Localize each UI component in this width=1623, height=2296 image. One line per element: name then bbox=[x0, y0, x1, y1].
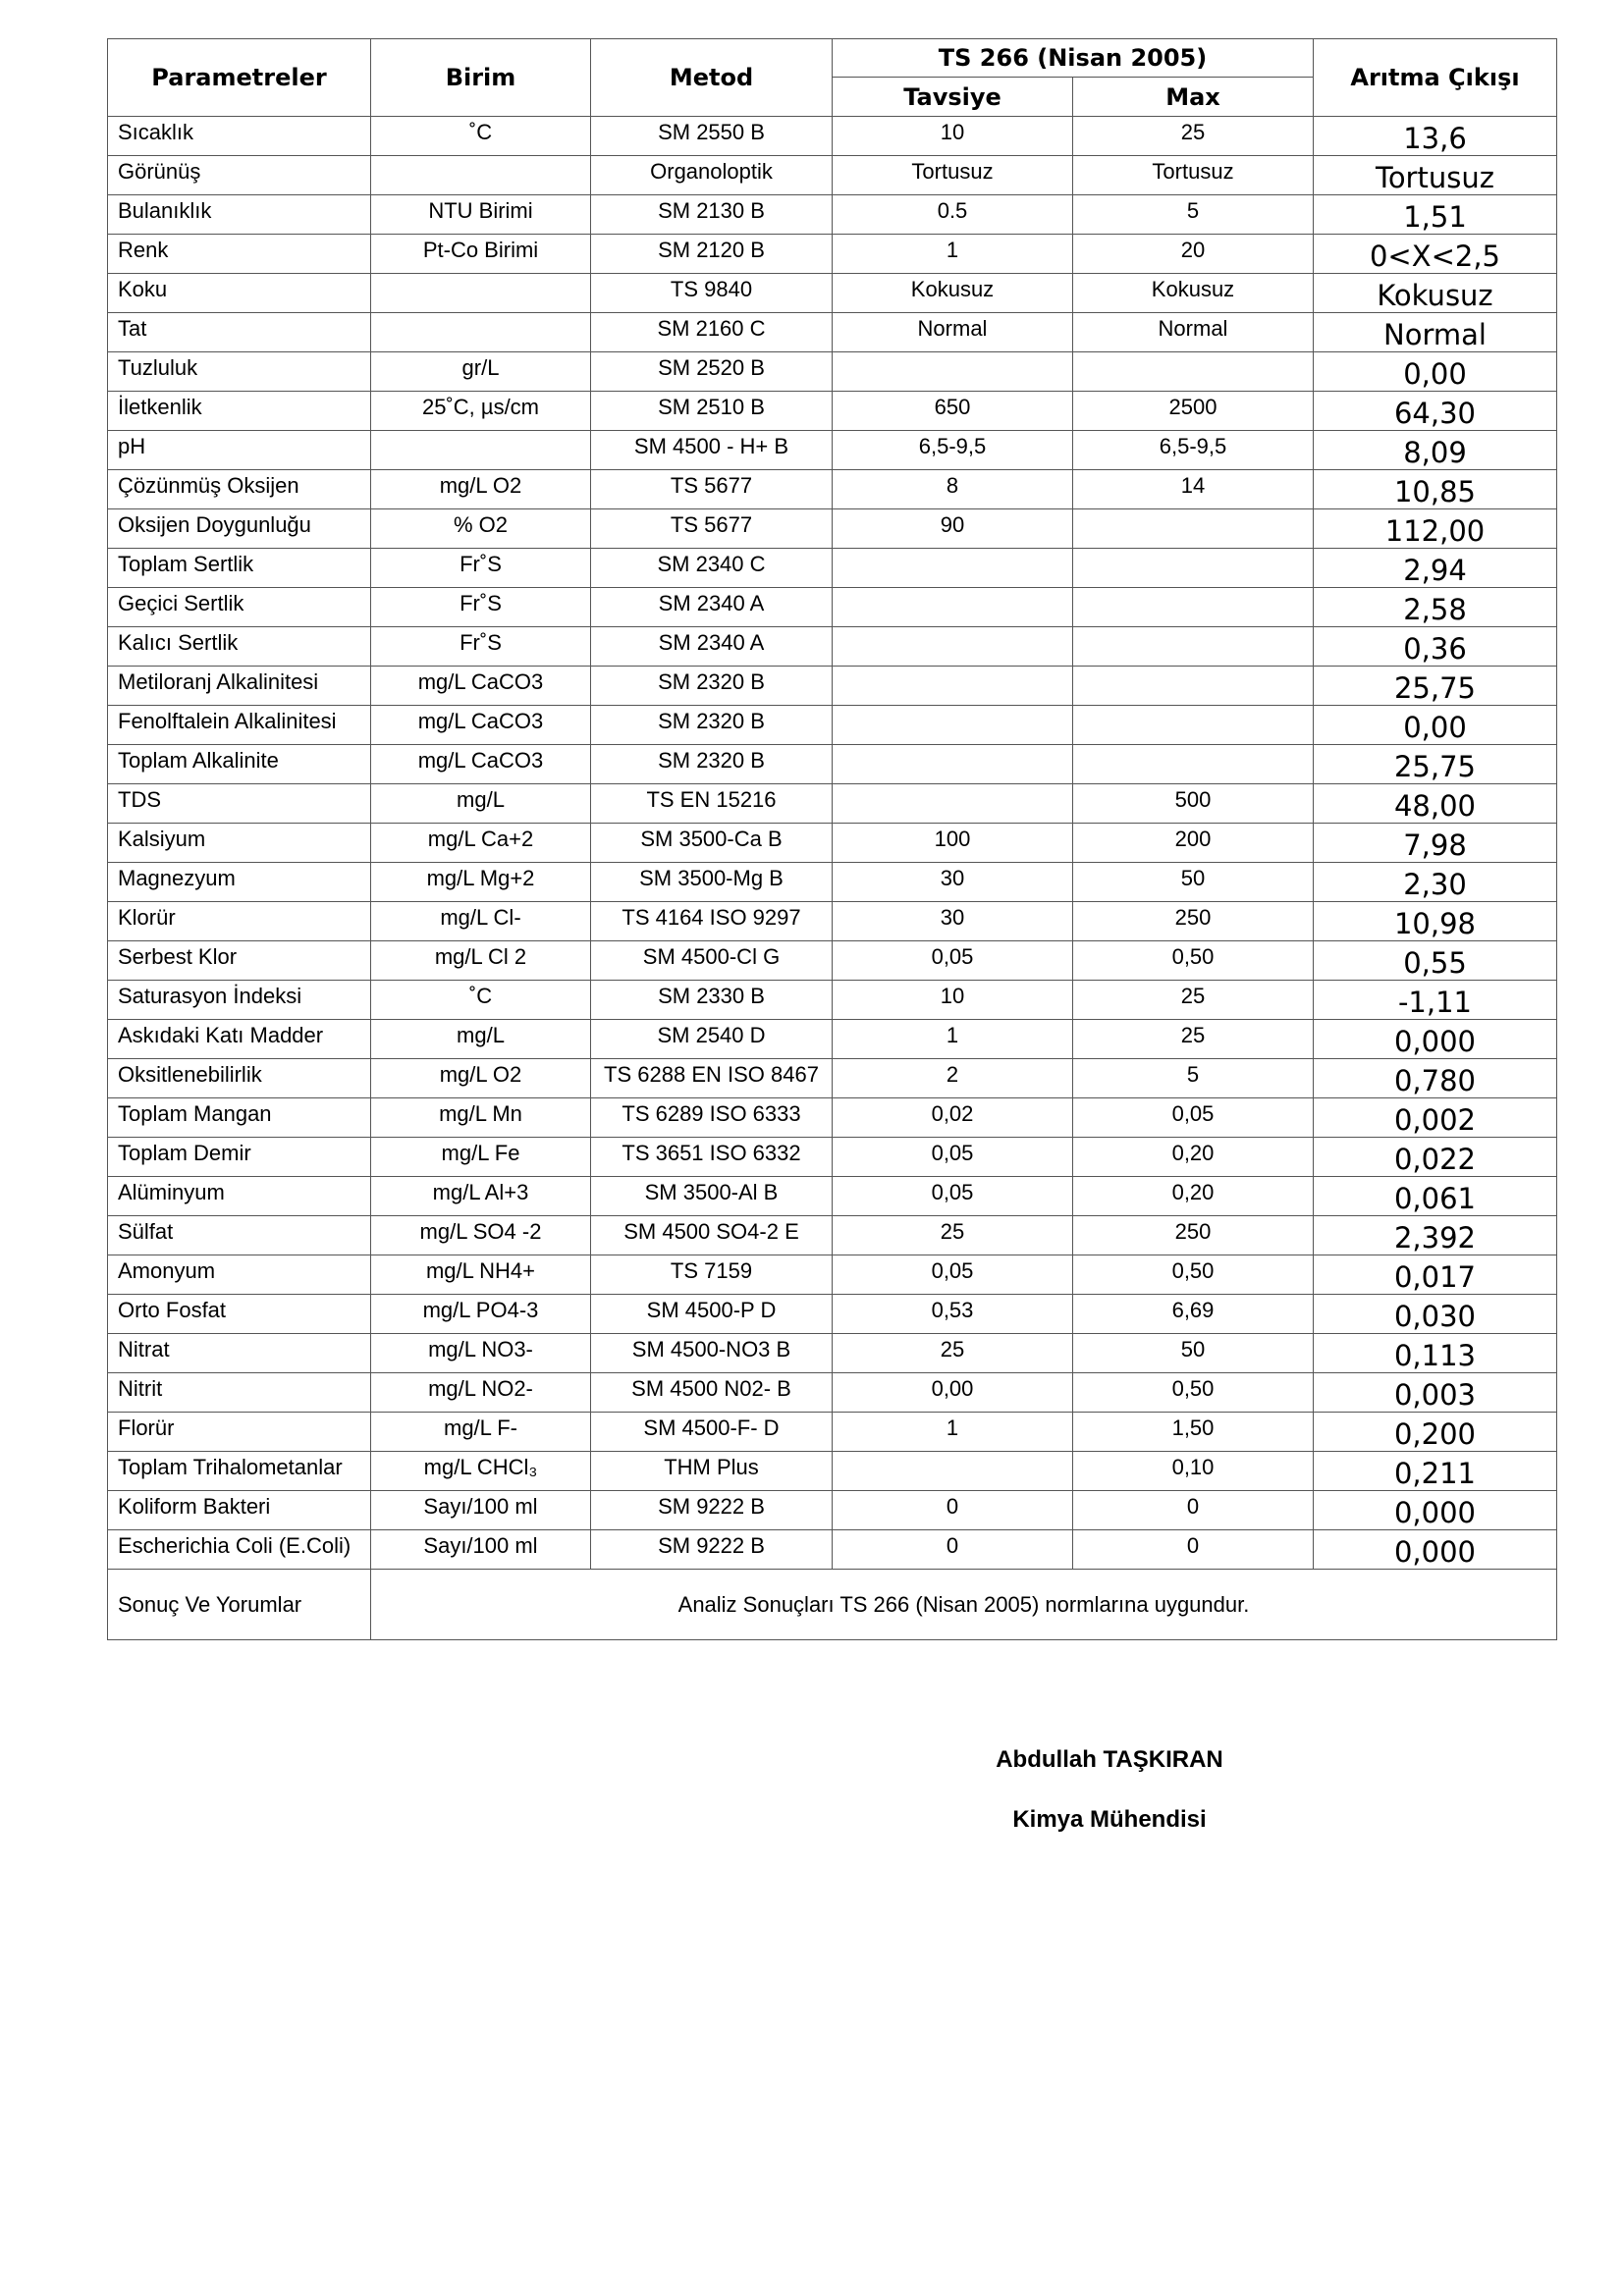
signature-title: Kimya Mühendisi bbox=[1012, 1806, 1207, 1833]
unit-cell: ˚C bbox=[371, 981, 591, 1020]
param-cell: Orto Fosfat bbox=[108, 1295, 371, 1334]
unit-cell: mg/L Fe bbox=[371, 1138, 591, 1177]
method-cell: SM 4500-Cl G bbox=[591, 941, 833, 981]
method-cell: SM 2520 B bbox=[591, 352, 833, 392]
unit-cell: mg/L PO4-3 bbox=[371, 1295, 591, 1334]
param-cell: Saturasyon İndeksi bbox=[108, 981, 371, 1020]
max-cell: 0,50 bbox=[1073, 1373, 1314, 1413]
conclusion-row bbox=[108, 1570, 1557, 1640]
header-max: Max bbox=[1073, 78, 1314, 117]
param-cell: Askıdaki Katı Madder bbox=[108, 1020, 371, 1059]
method-cell: SM 3500-Mg B bbox=[591, 863, 833, 902]
unit-cell: 25˚C, µs/cm bbox=[371, 392, 591, 431]
tavsiye-cell: 0,02 bbox=[833, 1098, 1073, 1138]
unit-cell bbox=[371, 431, 591, 470]
unit-cell: mg/L Al+3 bbox=[371, 1177, 591, 1216]
unit-cell: mg/L NO2- bbox=[371, 1373, 591, 1413]
table-row bbox=[108, 1255, 1557, 1295]
table-row bbox=[108, 274, 1557, 313]
method-cell: Organoloptik bbox=[591, 156, 833, 195]
param-cell: Koliform Bakteri bbox=[108, 1491, 371, 1530]
unit-cell: mg/L Cl- bbox=[371, 902, 591, 941]
result-cell: 0,017 bbox=[1314, 1255, 1557, 1295]
result-cell: 0,211 bbox=[1314, 1452, 1557, 1491]
max-cell: 14 bbox=[1073, 470, 1314, 509]
result-cell: 2,392 bbox=[1314, 1216, 1557, 1255]
unit-cell: mg/L NO3- bbox=[371, 1334, 591, 1373]
method-cell: SM 2160 C bbox=[591, 313, 833, 352]
param-cell: Tat bbox=[108, 313, 371, 352]
param-cell: Oksitlenebilirlik bbox=[108, 1059, 371, 1098]
param-cell: Toplam Sertlik bbox=[108, 549, 371, 588]
max-cell bbox=[1073, 745, 1314, 784]
method-cell: SM 3500-Al B bbox=[591, 1177, 833, 1216]
table-row bbox=[108, 549, 1557, 588]
result-cell: 112,00 bbox=[1314, 509, 1557, 549]
max-cell: 0 bbox=[1073, 1530, 1314, 1570]
table-row bbox=[108, 1177, 1557, 1216]
method-cell: SM 2510 B bbox=[591, 392, 833, 431]
param-cell: Renk bbox=[108, 235, 371, 274]
table-row bbox=[108, 470, 1557, 509]
table-row bbox=[108, 588, 1557, 627]
param-cell: Toplam Mangan bbox=[108, 1098, 371, 1138]
table-row bbox=[108, 981, 1557, 1020]
header-birim: Birim bbox=[371, 39, 591, 117]
unit-cell: ˚C bbox=[371, 117, 591, 156]
table-row bbox=[108, 941, 1557, 981]
param-cell: Serbest Klor bbox=[108, 941, 371, 981]
param-cell: İletkenlik bbox=[108, 392, 371, 431]
result-cell: 0,003 bbox=[1314, 1373, 1557, 1413]
tavsiye-cell bbox=[833, 667, 1073, 706]
unit-cell: mg/L bbox=[371, 1020, 591, 1059]
max-cell: 0,50 bbox=[1073, 1255, 1314, 1295]
table-row bbox=[108, 156, 1557, 195]
method-cell: SM 9222 B bbox=[591, 1530, 833, 1570]
param-cell: Oksijen Doygunluğu bbox=[108, 509, 371, 549]
param-cell: Kalsiyum bbox=[108, 824, 371, 863]
unit-cell: mg/L Mg+2 bbox=[371, 863, 591, 902]
analysis-table bbox=[107, 38, 1557, 1640]
max-cell bbox=[1073, 588, 1314, 627]
max-cell: 6,5-9,5 bbox=[1073, 431, 1314, 470]
method-cell: SM 2550 B bbox=[591, 117, 833, 156]
max-cell: 0,20 bbox=[1073, 1177, 1314, 1216]
max-cell: 0,20 bbox=[1073, 1138, 1314, 1177]
unit-cell: mg/L SO4 -2 bbox=[371, 1216, 591, 1255]
max-cell: 0,50 bbox=[1073, 941, 1314, 981]
tavsiye-cell: 0,05 bbox=[833, 1138, 1073, 1177]
table-row bbox=[108, 1413, 1557, 1452]
result-cell: 64,30 bbox=[1314, 392, 1557, 431]
header-metod: Metod bbox=[591, 39, 833, 117]
unit-cell: mg/L CaCO3 bbox=[371, 706, 591, 745]
param-cell: Toplam Trihalometanlar bbox=[108, 1452, 371, 1491]
result-cell: 0,55 bbox=[1314, 941, 1557, 981]
max-cell bbox=[1073, 549, 1314, 588]
method-cell: SM 2320 B bbox=[591, 706, 833, 745]
result-cell: 2,58 bbox=[1314, 588, 1557, 627]
header-parametreler: Parametreler bbox=[108, 39, 371, 117]
max-cell: 2500 bbox=[1073, 392, 1314, 431]
method-cell: TS 9840 bbox=[591, 274, 833, 313]
param-cell: Amonyum bbox=[108, 1255, 371, 1295]
result-cell: 0<X<2,5 bbox=[1314, 235, 1557, 274]
method-cell: SM 2330 B bbox=[591, 981, 833, 1020]
param-cell: Görünüş bbox=[108, 156, 371, 195]
table-row bbox=[108, 667, 1557, 706]
table-row bbox=[108, 117, 1557, 156]
unit-cell: NTU Birimi bbox=[371, 195, 591, 235]
max-cell: 200 bbox=[1073, 824, 1314, 863]
result-cell: 2,94 bbox=[1314, 549, 1557, 588]
table-row bbox=[108, 1138, 1557, 1177]
result-cell: 13,6 bbox=[1314, 117, 1557, 156]
table-body bbox=[108, 117, 1557, 1640]
method-cell: SM 4500-P D bbox=[591, 1295, 833, 1334]
result-cell: 10,98 bbox=[1314, 902, 1557, 941]
table-row bbox=[108, 1491, 1557, 1530]
header-standard: TS 266 (Nisan 2005) bbox=[833, 39, 1314, 78]
result-cell: -1,11 bbox=[1314, 981, 1557, 1020]
param-cell: Kalıcı Sertlik bbox=[108, 627, 371, 667]
tavsiye-cell: 0,05 bbox=[833, 941, 1073, 981]
table-row bbox=[108, 509, 1557, 549]
method-cell: TS 6288 EN ISO 8467 bbox=[591, 1059, 833, 1098]
tavsiye-cell: 2 bbox=[833, 1059, 1073, 1098]
tavsiye-cell: 1 bbox=[833, 1413, 1073, 1452]
method-cell: TS 5677 bbox=[591, 470, 833, 509]
table-row bbox=[108, 902, 1557, 941]
tavsiye-cell: 10 bbox=[833, 981, 1073, 1020]
tavsiye-cell: 100 bbox=[833, 824, 1073, 863]
unit-cell bbox=[371, 313, 591, 352]
max-cell: 5 bbox=[1073, 1059, 1314, 1098]
result-cell: 0,022 bbox=[1314, 1138, 1557, 1177]
result-cell: 0,00 bbox=[1314, 706, 1557, 745]
table-row bbox=[108, 824, 1557, 863]
table-row bbox=[108, 784, 1557, 824]
max-cell: 25 bbox=[1073, 117, 1314, 156]
table-row bbox=[108, 352, 1557, 392]
method-cell: SM 4500-NO3 B bbox=[591, 1334, 833, 1373]
table-row bbox=[108, 706, 1557, 745]
tavsiye-cell: 30 bbox=[833, 863, 1073, 902]
table-row bbox=[108, 1098, 1557, 1138]
tavsiye-cell bbox=[833, 549, 1073, 588]
tavsiye-cell: Tortusuz bbox=[833, 156, 1073, 195]
unit-cell: mg/L CHCl₃ bbox=[371, 1452, 591, 1491]
param-cell: Florür bbox=[108, 1413, 371, 1452]
unit-cell: mg/L Mn bbox=[371, 1098, 591, 1138]
method-cell: TS 4164 ISO 9297 bbox=[591, 902, 833, 941]
table-row bbox=[108, 1216, 1557, 1255]
max-cell: 0 bbox=[1073, 1491, 1314, 1530]
method-cell: SM 2120 B bbox=[591, 235, 833, 274]
method-cell: SM 4500-F- D bbox=[591, 1413, 833, 1452]
method-cell: THM Plus bbox=[591, 1452, 833, 1491]
table-row bbox=[108, 235, 1557, 274]
tavsiye-cell: 0,53 bbox=[833, 1295, 1073, 1334]
table-row bbox=[108, 1020, 1557, 1059]
param-cell: Nitrat bbox=[108, 1334, 371, 1373]
unit-cell: mg/L CaCO3 bbox=[371, 667, 591, 706]
result-cell: Tortusuz bbox=[1314, 156, 1557, 195]
param-cell: Escherichia Coli (E.Coli) bbox=[108, 1530, 371, 1570]
table-row bbox=[108, 1334, 1557, 1373]
result-cell: 0,00 bbox=[1314, 352, 1557, 392]
unit-cell: Fr˚S bbox=[371, 549, 591, 588]
max-cell: 1,50 bbox=[1073, 1413, 1314, 1452]
method-cell: SM 3500-Ca B bbox=[591, 824, 833, 863]
tavsiye-cell: Normal bbox=[833, 313, 1073, 352]
unit-cell: gr/L bbox=[371, 352, 591, 392]
tavsiye-cell: 6,5-9,5 bbox=[833, 431, 1073, 470]
result-cell: 0,061 bbox=[1314, 1177, 1557, 1216]
unit-cell: mg/L O2 bbox=[371, 1059, 591, 1098]
max-cell: Kokusuz bbox=[1073, 274, 1314, 313]
param-cell: TDS bbox=[108, 784, 371, 824]
max-cell: 6,69 bbox=[1073, 1295, 1314, 1334]
table-row bbox=[108, 1373, 1557, 1413]
signature-name: Abdullah TAŞKIRAN bbox=[996, 1746, 1223, 1773]
result-cell: 0,000 bbox=[1314, 1491, 1557, 1530]
param-cell: Toplam Demir bbox=[108, 1138, 371, 1177]
tavsiye-cell: 25 bbox=[833, 1216, 1073, 1255]
method-cell: SM 4500 - H+ B bbox=[591, 431, 833, 470]
method-cell: SM 2540 D bbox=[591, 1020, 833, 1059]
tavsiye-cell bbox=[833, 588, 1073, 627]
unit-cell: mg/L Ca+2 bbox=[371, 824, 591, 863]
tavsiye-cell bbox=[833, 706, 1073, 745]
unit-cell bbox=[371, 156, 591, 195]
result-cell: 0,002 bbox=[1314, 1098, 1557, 1138]
max-cell: 0,10 bbox=[1073, 1452, 1314, 1491]
conclusion-label: Sonuç Ve Yorumlar bbox=[108, 1570, 371, 1640]
result-cell: 0,113 bbox=[1314, 1334, 1557, 1373]
tavsiye-cell: Kokusuz bbox=[833, 274, 1073, 313]
method-cell: SM 4500 SO4-2 E bbox=[591, 1216, 833, 1255]
tavsiye-cell: 650 bbox=[833, 392, 1073, 431]
method-cell: SM 2320 B bbox=[591, 667, 833, 706]
header-tavsiye: Tavsiye bbox=[833, 78, 1073, 117]
param-cell: Magnezyum bbox=[108, 863, 371, 902]
tavsiye-cell: 0,00 bbox=[833, 1373, 1073, 1413]
method-cell: SM 9222 B bbox=[591, 1491, 833, 1530]
conclusion-text: Analiz Sonuçları TS 266 (Nisan 2005) normlarına uygundur. bbox=[371, 1570, 1557, 1640]
unit-cell: mg/L O2 bbox=[371, 470, 591, 509]
method-cell: SM 2340 C bbox=[591, 549, 833, 588]
param-cell: Toplam Alkalinite bbox=[108, 745, 371, 784]
method-cell: SM 2130 B bbox=[591, 195, 833, 235]
max-cell: 50 bbox=[1073, 1334, 1314, 1373]
tavsiye-cell: 8 bbox=[833, 470, 1073, 509]
max-cell: 5 bbox=[1073, 195, 1314, 235]
result-cell: 0,000 bbox=[1314, 1530, 1557, 1570]
table-row bbox=[108, 627, 1557, 667]
param-cell: Fenolftalein Alkalinitesi bbox=[108, 706, 371, 745]
table-row bbox=[108, 195, 1557, 235]
max-cell: 500 bbox=[1073, 784, 1314, 824]
max-cell: 25 bbox=[1073, 1020, 1314, 1059]
unit-cell: Pt-Co Birimi bbox=[371, 235, 591, 274]
method-cell: TS 7159 bbox=[591, 1255, 833, 1295]
method-cell: TS 3651 ISO 6332 bbox=[591, 1138, 833, 1177]
max-cell bbox=[1073, 509, 1314, 549]
param-cell: Alüminyum bbox=[108, 1177, 371, 1216]
result-cell: 0,030 bbox=[1314, 1295, 1557, 1334]
param-cell: Geçici Sertlik bbox=[108, 588, 371, 627]
unit-cell: % O2 bbox=[371, 509, 591, 549]
unit-cell: Fr˚S bbox=[371, 588, 591, 627]
max-cell: 250 bbox=[1073, 902, 1314, 941]
param-cell: Bulanıklık bbox=[108, 195, 371, 235]
param-cell: Sülfat bbox=[108, 1216, 371, 1255]
table-row bbox=[108, 1452, 1557, 1491]
max-cell bbox=[1073, 627, 1314, 667]
table-row bbox=[108, 1059, 1557, 1098]
param-cell: Nitrit bbox=[108, 1373, 371, 1413]
method-cell: SM 4500 N02- B bbox=[591, 1373, 833, 1413]
tavsiye-cell: 0 bbox=[833, 1491, 1073, 1530]
max-cell: 0,05 bbox=[1073, 1098, 1314, 1138]
tavsiye-cell bbox=[833, 745, 1073, 784]
tavsiye-cell: 0 bbox=[833, 1530, 1073, 1570]
unit-cell: mg/L bbox=[371, 784, 591, 824]
param-cell: Sıcaklık bbox=[108, 117, 371, 156]
result-cell: Normal bbox=[1314, 313, 1557, 352]
table-row bbox=[108, 863, 1557, 902]
tavsiye-cell: 10 bbox=[833, 117, 1073, 156]
max-cell: 20 bbox=[1073, 235, 1314, 274]
result-cell: 10,85 bbox=[1314, 470, 1557, 509]
param-cell: Koku bbox=[108, 274, 371, 313]
result-cell: Kokusuz bbox=[1314, 274, 1557, 313]
max-cell bbox=[1073, 667, 1314, 706]
table-row bbox=[108, 1530, 1557, 1570]
table-row bbox=[108, 1295, 1557, 1334]
method-cell: TS 5677 bbox=[591, 509, 833, 549]
result-cell: 0,200 bbox=[1314, 1413, 1557, 1452]
unit-cell: mg/L NH4+ bbox=[371, 1255, 591, 1295]
table-header bbox=[108, 39, 1557, 117]
unit-cell: Sayı/100 ml bbox=[371, 1530, 591, 1570]
method-cell: SM 2340 A bbox=[591, 627, 833, 667]
table-row bbox=[108, 745, 1557, 784]
max-cell: Tortusuz bbox=[1073, 156, 1314, 195]
unit-cell: Fr˚S bbox=[371, 627, 591, 667]
max-cell bbox=[1073, 706, 1314, 745]
tavsiye-cell bbox=[833, 627, 1073, 667]
max-cell: Normal bbox=[1073, 313, 1314, 352]
max-cell: 250 bbox=[1073, 1216, 1314, 1255]
unit-cell: mg/L CaCO3 bbox=[371, 745, 591, 784]
result-cell: 0,36 bbox=[1314, 627, 1557, 667]
result-cell: 8,09 bbox=[1314, 431, 1557, 470]
param-cell: Tuzluluk bbox=[108, 352, 371, 392]
unit-cell: mg/L Cl 2 bbox=[371, 941, 591, 981]
result-cell: 0,000 bbox=[1314, 1020, 1557, 1059]
tavsiye-cell: 0,05 bbox=[833, 1255, 1073, 1295]
tavsiye-cell: 0.5 bbox=[833, 195, 1073, 235]
param-cell: Çözünmüş Oksijen bbox=[108, 470, 371, 509]
tavsiye-cell bbox=[833, 352, 1073, 392]
result-cell: 48,00 bbox=[1314, 784, 1557, 824]
tavsiye-cell bbox=[833, 1452, 1073, 1491]
result-cell: 25,75 bbox=[1314, 745, 1557, 784]
tavsiye-cell: 0,05 bbox=[833, 1177, 1073, 1216]
method-cell: SM 2320 B bbox=[591, 745, 833, 784]
table-row bbox=[108, 313, 1557, 352]
max-cell: 50 bbox=[1073, 863, 1314, 902]
tavsiye-cell: 30 bbox=[833, 902, 1073, 941]
param-cell: Klorür bbox=[108, 902, 371, 941]
result-cell: 7,98 bbox=[1314, 824, 1557, 863]
result-cell: 25,75 bbox=[1314, 667, 1557, 706]
unit-cell: Sayı/100 ml bbox=[371, 1491, 591, 1530]
tavsiye-cell: 1 bbox=[833, 1020, 1073, 1059]
tavsiye-cell: 25 bbox=[833, 1334, 1073, 1373]
tavsiye-cell: 1 bbox=[833, 235, 1073, 274]
table-row bbox=[108, 392, 1557, 431]
unit-cell: mg/L F- bbox=[371, 1413, 591, 1452]
result-cell: 1,51 bbox=[1314, 195, 1557, 235]
method-cell: SM 2340 A bbox=[591, 588, 833, 627]
max-cell bbox=[1073, 352, 1314, 392]
tavsiye-cell: 90 bbox=[833, 509, 1073, 549]
header-aritma-cikisi: Arıtma Çıkışı bbox=[1314, 39, 1557, 117]
param-cell: Metiloranj Alkalinitesi bbox=[108, 667, 371, 706]
method-cell: TS 6289 ISO 6333 bbox=[591, 1098, 833, 1138]
method-cell: TS EN 15216 bbox=[591, 784, 833, 824]
result-cell: 0,780 bbox=[1314, 1059, 1557, 1098]
param-cell: pH bbox=[108, 431, 371, 470]
result-cell: 2,30 bbox=[1314, 863, 1557, 902]
tavsiye-cell bbox=[833, 784, 1073, 824]
max-cell: 25 bbox=[1073, 981, 1314, 1020]
unit-cell bbox=[371, 274, 591, 313]
table-row bbox=[108, 431, 1557, 470]
